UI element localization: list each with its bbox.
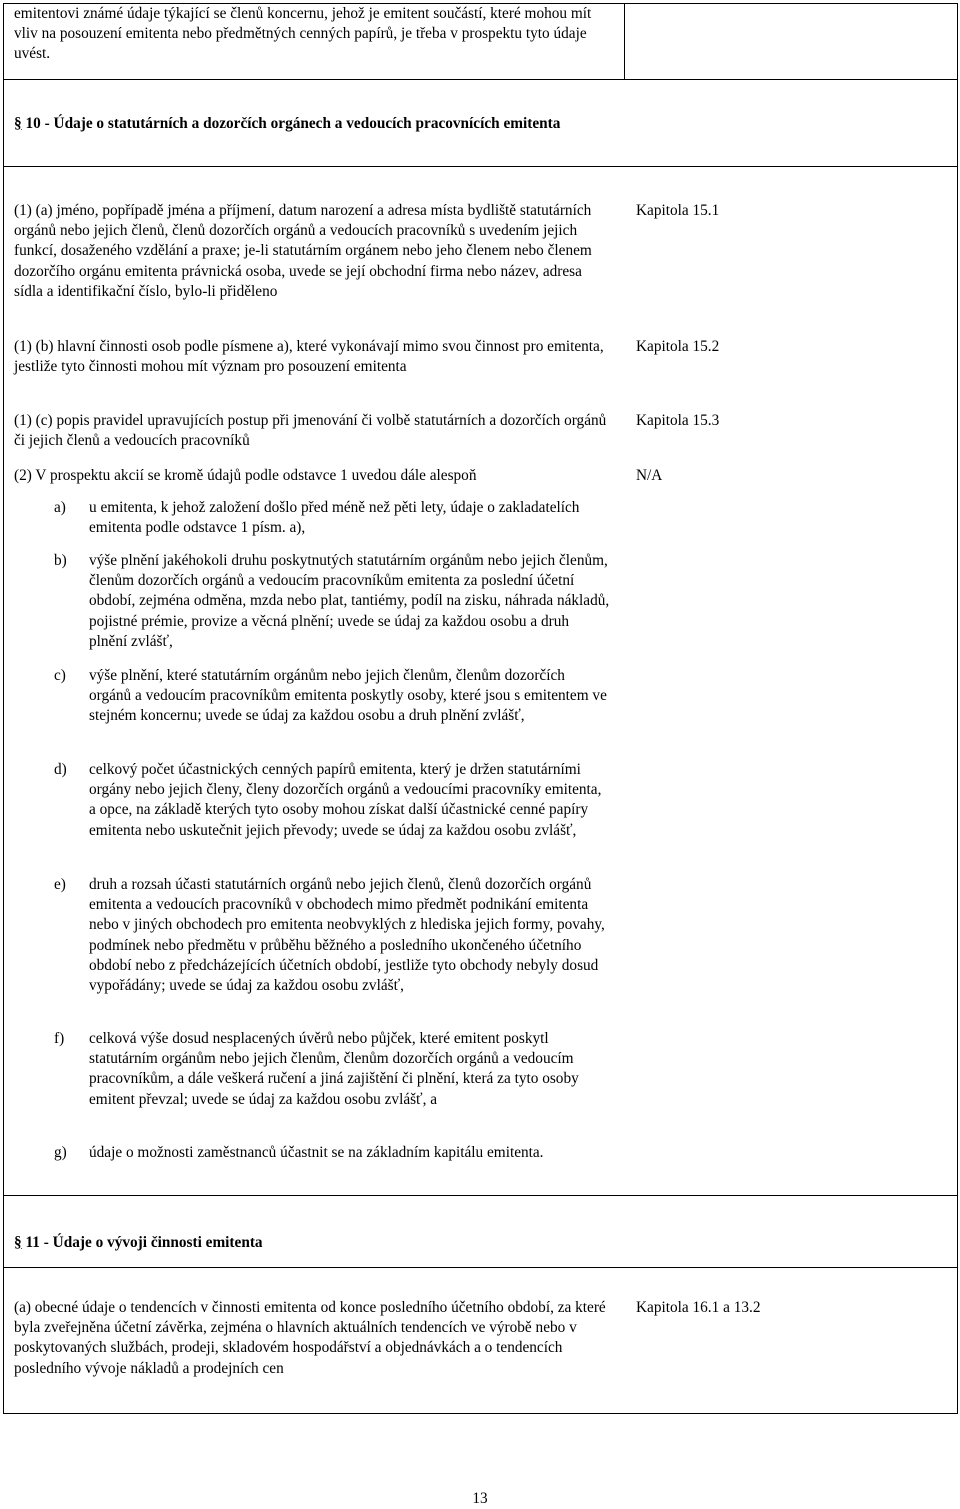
section-10-title: 10 - Údaje o statutárních a dozorčích orgánech a vedoucích pracovnících emitenta [25,115,561,132]
section-10-row-1a: (1) (a) jméno, popřípadě jména a příjmení, datum narození a adresa místa bydliště statutárních orgánů nebo jejich členů, členů dozorčích orgánů a vedoucích pracovníků s uvedením jejich funkcí, dosaženého vzdělání a praxe; je-li statutárním orgánem nebo jeho členem nebo členem dozorčího orgánu emitenta právnická osoba, uvede se její obchodní firma nebo název, adresa sídla a identifikační číslo, bylo-li přiděleno [14,202,592,300]
table-border-left [3,3,4,1414]
list-item-text: celková výše dosud nesplacených úvěrů nebo půjček, které emitent poskytl statutárním orgánům nebo jejich členům, členům dozorčích orgánů a vedoucím pracovníkům, a dále veškerá ručení a jiná zajištění či plnění, která za tyto osoby emitent převzal; uvede se údaj za každou osobu zvlášť, a [89,1030,579,1108]
row-divider [3,79,958,80]
section-11-row-a: (a) obecné údaje o tendencích v činnosti emitenta od konce posledního účetního období, za které byla zveřejněna účetní závěrka, zejména o hlavních aktuálních tendencích ve výrobě nebo v poskytovaných službách, prodeji, skladovém hospodářství a objednávkách a o tendencích posledního vývoje nákladů a prodejních cen [14,1299,606,1377]
intro-text: emitentovi známé údaje týkající se členů koncernu, jehož je emitent součástí, které mohou mít vliv na posouzení emitenta nebo předmětných cenných papírů, je třeba v prospektu tyto údaje uvést. [14,5,592,63]
list-item-text: výše plnění, které statutárním orgánům nebo jejich členům, členům dozorčích orgánů a vedoucím pracovníkům emitenta poskytly osoby, které jsou s emitentem ve stejném koncernu; uvede se údaj za každou osobu a druh plnění zvlášť, [89,667,607,725]
section-10-heading [14,114,614,134]
list-item-label: f) [54,1030,65,1047]
section-10-row-2: (2) V prospektu akcií se kromě údajů podle odstavce 1 uvedou dále alespoň [14,467,477,484]
list-item-text: druh a rozsah účasti statutárních orgánů nebo jejich členů, členů dozorčích orgánů emitenta a vedoucích pracovníků v obchodech mimo předmět podnikání emitenta nebo v jiných obchodech pro emitenta neobvyklých z hlediska jejich formy, povahy, podmínek nebo předmětu v průběhu běžného a posledního ukončeného účetního období nebo z předcházejících účetních období, jestliže tyto obchody nebyly dosud vypořádány; uvede se údaj za každou osobu zvlášť, [89,876,605,995]
section-symbol: § [14,1234,22,1251]
list-item-label: c) [54,667,66,684]
reference-row-11a: Kapitola 16.1 a 13.2 [636,1299,761,1316]
reference-row-2: N/A [636,467,663,484]
list-item-text: celkový počet účastnických cenných papírů emitenta, který je držen statutárními orgány nebo jejich členy, členy dozorčích orgánů a vedoucími pracovníky emitenta, a opce, na základě kterých tyto osoby mohou získat další účastnické cenné papíry emitenta nebo uskutečnit jejich převody; uvede se údaj za každou osobu zvlášť, [89,761,602,839]
list-item-label: e) [54,876,66,893]
section-11-title: 11 - Údaje o vývoji činnosti emitenta [25,1234,263,1251]
section-11-heading [14,1233,614,1253]
row-divider [3,1267,958,1268]
page-number: 13 [472,1490,488,1507]
column-divider [624,3,625,79]
section-10-row-1c: (1) (c) popis pravidel upravujících postup při jmenování či volbě statutárních a dozorčích orgánů či jejich členů a vedoucích pracovníků [14,412,607,450]
list-item-label: d) [54,761,67,778]
list-item-label: g) [54,1144,67,1161]
list-item-text: výše plnění jakéhokoli druhu poskytnutých statutárním orgánům nebo jejich členům, členům dozorčích orgánů a vedoucím pracovníkům emitenta za poslední účetní období, zejména odměna, mzda nebo plat, tantiémy, podíl na zisku, náhrada nákladů, pojistné prémie, provize a věcná plnění; uvede se údaj za každou osobu a druh plnění zvlášť, [89,552,610,650]
table-border-right [957,3,958,1414]
section-symbol: § [14,115,22,132]
section-10-row-1b: (1) (b) hlavní činnosti osob podle písmene a), které vykonávají mimo svou činnost pro emitenta, jestliže tyto činnosti mohou mít význam pro posouzení emitenta [14,338,604,376]
row-divider [3,166,958,167]
list-item-text: u emitenta, k jehož založení došlo před méně než pěti lety, údaje o zakladatelích emitenta podle odstavce 1 písm. a), [89,499,580,537]
table-border-bottom [3,1413,958,1414]
list-item-label: a) [54,499,66,516]
list-item-text: údaje o možnosti zaměstnanců účastnit se na základním kapitálu emitenta. [89,1144,544,1161]
list-item-label: b) [54,552,67,569]
reference-row-1a: Kapitola 15.1 [636,202,720,219]
reference-row-1b: Kapitola 15.2 [636,338,720,355]
row-divider [3,1195,958,1196]
reference-row-1c: Kapitola 15.3 [636,412,720,429]
